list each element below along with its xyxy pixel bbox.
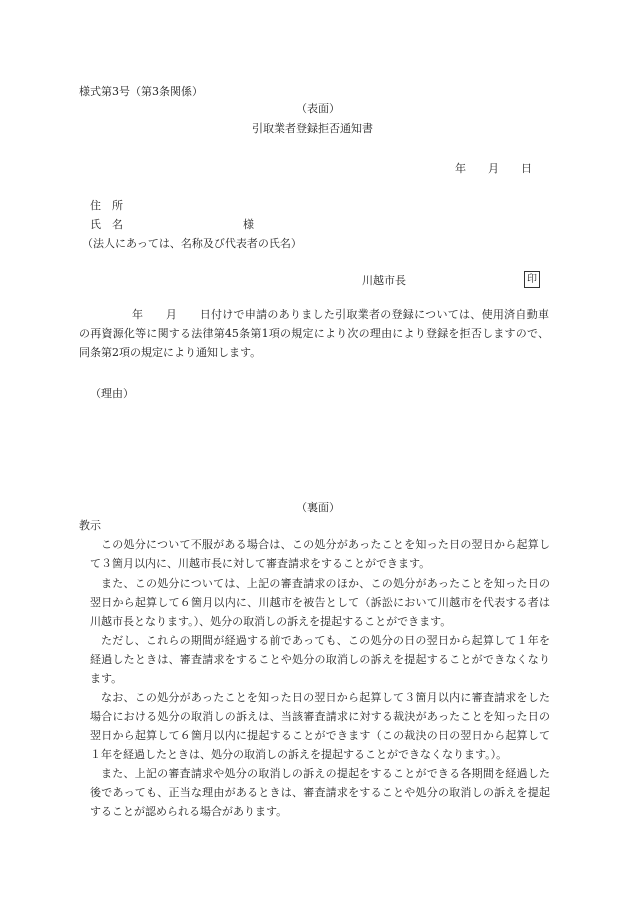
front-side-label: （表面） <box>296 102 340 115</box>
issuer-name: 川越市長 <box>362 274 406 287</box>
instruction-paragraph-1: この処分について不服がある場合は、この処分があったことを知った日の翌日から起算して３箇月以内に、川越市長に対して審査請求をすることができます。 <box>90 538 550 570</box>
instruction-heading: 教示 <box>79 519 101 532</box>
reason-label: （理由） <box>90 387 134 400</box>
document-title: 引取業者登録拒否通知書 <box>252 122 373 135</box>
instruction-paragraph-5: また、上記の審査請求や処分の取消しの訴えの提起をすることができる各期間を経過した後であっても、正当な理由があるときは、審査請求をすることや処分の取消しの訴えを提起することが認められる場合があります。 <box>90 767 550 818</box>
date-line: 年 月 日 <box>455 162 532 175</box>
notice-body: 年 月 日付けで申請のありました引取業者の登録については、使用済自動車の再資源化等に関する法律第45条第1項の規定により次の理由により登録を拒否しますので、同条第2項の規定により通知します。 <box>79 308 549 359</box>
corporate-note: （法人にあっては、名称及び代表者の氏名） <box>82 237 302 250</box>
address-label: 住 所 <box>90 199 123 212</box>
name-label: 氏 名 <box>90 218 123 231</box>
seal-mark: 印 <box>524 271 540 288</box>
honorific: 様 <box>243 218 254 231</box>
instruction-paragraph-4: なお、この処分があったことを知った日の翌日から起算して３箇月以内に審査請求をした場合における処分の取消しの訴えは、当該審査請求に対する裁決があったことを知った日の翌日から起算して６箇月以内に提起することができます（この裁決の日の翌日から起算して１年を経過したときは、処分の取消しの訴えを提起することができなくなります。）。 <box>90 691 550 761</box>
form-number: 様式第3号（第3条関係） <box>79 85 203 98</box>
back-side-label: （裏面） <box>296 501 340 514</box>
instruction-paragraph-2: また、この処分については、上記の審査請求のほか、この処分があったことを知った日の翌日から起算して６箇月以内に、川越市を被告として（訴訟において川越市を代表する者は川越市長となります。）、処分の取消しの訴えを提起することができます。 <box>90 577 550 628</box>
instruction-paragraph-3: ただし、これらの期間が経過する前であっても、この処分の日の翌日から起算して１年を経過したときは、審査請求をすることや処分の取消しの訴えを提起することができなくなります。 <box>90 634 550 685</box>
